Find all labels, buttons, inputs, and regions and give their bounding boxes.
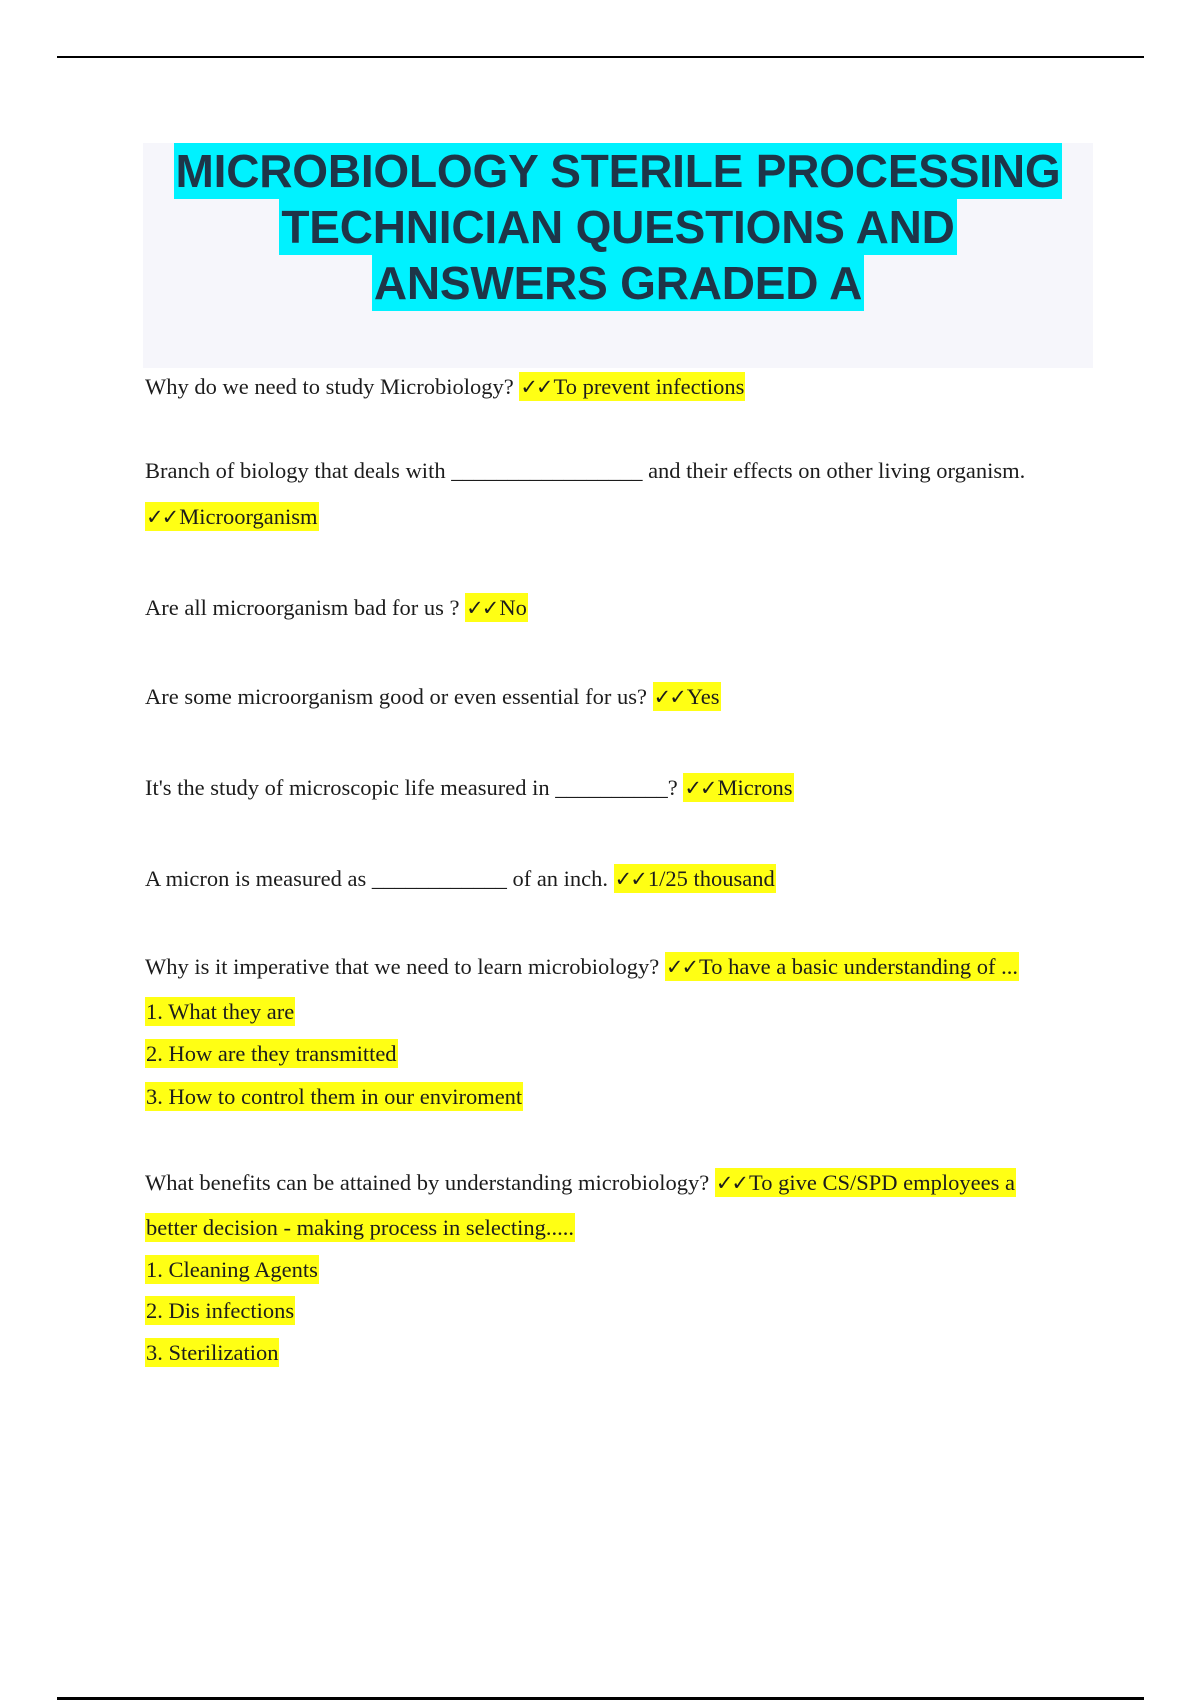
check-mark-icon: ✓✓ (653, 685, 685, 709)
qa-item-1 (145, 372, 745, 402)
answer-8 (715, 1168, 1016, 1197)
answer-8-text: To give CS/SPD employees a (749, 1170, 1015, 1195)
qa-item-3 (145, 593, 528, 623)
answer-8-continuation: better decision - making process in selecting..... (146, 1215, 575, 1240)
list-item (145, 1296, 295, 1326)
check-mark-icon: ✓✓ (520, 375, 552, 399)
answer-5-text: Microns (717, 775, 793, 800)
qa-item-2-answer-line (145, 502, 319, 532)
top-rule (57, 56, 1144, 58)
answer-3 (465, 593, 528, 622)
question-8: What benefits can be attained by understanding microbiology? (145, 1170, 710, 1195)
title-line-2: TECHNICIAN QUESTIONS AND (281, 201, 955, 253)
answer-2-text: Microorganism (179, 504, 318, 529)
question-3: Are all microorganism bad for us ? (145, 595, 460, 620)
check-mark-icon: ✓✓ (684, 776, 716, 800)
answer-4 (653, 682, 721, 711)
answer-6-text: 1/25 thousand (647, 866, 775, 891)
list-item (145, 1255, 319, 1285)
qa-item-6 (145, 864, 776, 894)
qa-item-5 (145, 773, 794, 803)
question-6: A micron is measured as ____________ of an inch. (145, 866, 609, 891)
answer-5 (683, 773, 793, 802)
answer-7 (665, 952, 1019, 981)
answer-4-text: Yes (686, 684, 720, 709)
answer-1 (519, 372, 745, 401)
answer-8-list-item-1: 1. Cleaning Agents (146, 1257, 318, 1282)
list-item (145, 1338, 279, 1368)
answer-3-text: No (499, 595, 527, 620)
qa-item-8 (145, 1168, 1016, 1198)
check-mark-icon: ✓✓ (466, 596, 498, 620)
question-7: Why is it imperative that we need to learn microbiology? (145, 954, 660, 979)
qa-item-4 (145, 682, 721, 712)
list-item (145, 1039, 398, 1069)
answer-7-text: To have a basic understanding of ... (699, 954, 1019, 979)
qa-item-8-answer-cont (145, 1213, 575, 1243)
check-mark-icon: ✓✓ (665, 955, 698, 979)
title-line-1: MICROBIOLOGY STERILE PROCESSING (175, 145, 1061, 197)
check-mark-icon: ✓✓ (146, 505, 178, 529)
list-item (145, 997, 295, 1027)
answer-8-list-item-2: 2. Dis infections (146, 1298, 295, 1323)
qa-item-2 (145, 456, 1025, 486)
question-2: Branch of biology that deals with _________________ and their effects on other living organism. (145, 458, 1026, 483)
qa-item-7 (145, 952, 1019, 982)
check-mark-icon: ✓✓ (614, 867, 646, 891)
answer-6 (614, 864, 776, 893)
title-line-3: ANSWERS GRADED A (373, 257, 863, 309)
answer-7-list-item-1: 1. What they are (146, 999, 295, 1024)
question-4: Are some microorganism good or even essential for us? (145, 684, 647, 709)
check-mark-icon: ✓✓ (715, 1171, 748, 1195)
answer-7-list-item-2: 2. How are they transmitted (146, 1041, 397, 1066)
answer-8-list-item-3: 3. Sterilization (146, 1340, 279, 1365)
answer-2 (145, 502, 319, 531)
list-item (145, 1082, 523, 1112)
title-block (143, 143, 1093, 368)
question-5: It's the study of microscopic life measured in __________? (145, 775, 678, 800)
answer-1-text: To prevent infections (553, 374, 745, 399)
answer-7-list-item-3: 3. How to control them in our enviroment (146, 1084, 523, 1109)
question-1: Why do we need to study Microbiology? (145, 374, 514, 399)
